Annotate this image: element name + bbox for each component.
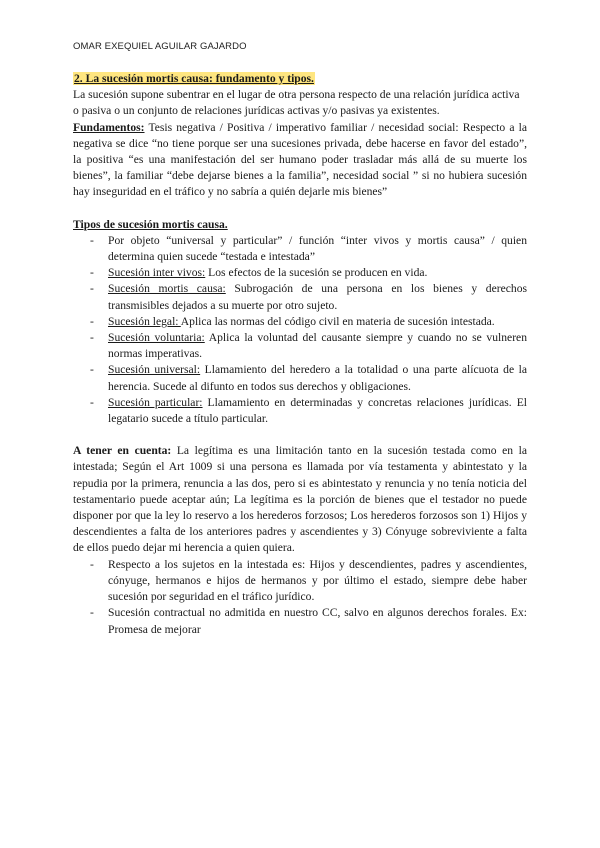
list-item-text: Por objeto “universal y particular” / función “inter vivos y mortis causa” / quien determina quien sucede “testada e intestada” (108, 233, 527, 264)
bullet-dash: - (90, 282, 94, 296)
list-item-text: Llamamiento del heredero a la totalidad o una parte alícuota de la herencia. Sucede al difunto en todos sus derechos y obligaciones. (108, 363, 527, 393)
list-item-text: Subrogación de una persona en los bienes y derechos transmisibles dejados a su muerte por otro sujeto. (108, 282, 528, 312)
list-item-label: Sucesión universal: (108, 363, 201, 377)
intro-paragraph: La sucesión supone subentrar en el lugar de otra persona respecto de una relación jurídica activa o pasiva o un conjunto de relaciones jurídicas activas y/o pasivas ya existentes. (73, 88, 520, 118)
list-item (73, 233, 527, 265)
spacer (73, 201, 527, 217)
tener-en-cuenta-text: La legítima es una limitación tanto en la sucesión testada como en la intestada; Según el Art 1009 si una persona es llamada por vía testamenta y abintestato y la repudia por la primera, renuncia a las dos, pero si es abintestato y renuncia y no tenía noticia del testamentario puede aceptar aún; La legítima es la porción de bienes que el testador no puede disponer por que la ley lo reservo a los herederos forzosos; Los herederos forzosos son 1) Hijos y descendientes a falta de los anteriores padres y ascendientes y 3) Cónyuge sobreviviente a falta de ellos puedo dejar mi herencia a quien quiera. (73, 444, 527, 555)
bullet-dash: - (90, 314, 94, 328)
section-title-line (73, 71, 527, 87)
list-item-label: Sucesión inter vivos: (108, 266, 206, 280)
list-item-text: Respecto a los sujetos en la intestada es: Hijos y descendientes, padres y ascendientes, cónyuge, hermanos e hijos de hermanos y por último el estado, siempre debe haber sucesión por seguridad en el tráfico jurídico. (108, 557, 527, 604)
list-item (73, 265, 527, 281)
bullet-dash: - (90, 395, 94, 409)
list-item-text: Aplica las normas del código civil en materia de sucesión intestada. (180, 314, 495, 328)
notes-list (73, 557, 527, 638)
list-item-label: Sucesión voluntaria: (108, 331, 205, 345)
section-title: 2. La sucesión mortis causa: fundamento y tipos. (74, 72, 314, 85)
tipos-heading-line (73, 217, 527, 233)
spacer (73, 427, 527, 443)
fundamentos-text: Tesis negativa / Positiva / imperativo familiar / necesidad social: Respecto a la negativa se dice “no tiene porque ser una sucesiones privada, debe hacerse en favor del estado”, la positiva “es una manifestación del ser humano poder trasladar más allá de su muerte los bienes”, la familiar “debe dejarse bienes a la familia”, necesidad social ” si no hubiera sucesión hay inseguridad en el tráfico y no sabría a quién dejarle mis bienes” (73, 120, 527, 199)
fundamentos-label: Fundamentos: (73, 120, 145, 134)
list-item (73, 557, 527, 606)
list-item (73, 395, 527, 427)
list-item-text: Llamamiento en determinadas y concretas relaciones jurídicas. El legatario sucede a título particular. (108, 395, 527, 426)
author-header: OMAR EXEQUIEL AGUILAR GAJARDO (73, 41, 247, 52)
bullet-dash: - (90, 363, 94, 377)
list-item-label: Sucesión legal: (108, 314, 181, 328)
tener-en-cuenta-paragraph (73, 443, 527, 556)
list-item (73, 314, 527, 330)
list-item-text: Sucesión contractual no admitida en nuestro CC, salvo en algunos derechos forales. Ex: Promesa de mejorar (108, 606, 527, 636)
list-item-label: Sucesión mortis causa: (108, 282, 226, 296)
bullet-dash: - (90, 233, 94, 247)
bullet-dash: - (90, 606, 94, 620)
document-body (73, 71, 527, 638)
bullet-dash: - (90, 331, 94, 345)
list-item (73, 362, 527, 394)
bullet-dash: - (90, 557, 94, 571)
tipos-list (73, 233, 527, 427)
list-item-text: Aplica la voluntad del causante siempre y cuando no se vulneren normas imperativas. (108, 331, 527, 361)
fundamentos-paragraph (73, 120, 527, 201)
list-item-text: Los efectos de la sucesión se producen en vida. (205, 266, 428, 280)
list-item-label: Sucesión particular: (108, 395, 203, 409)
tener-en-cuenta-label: A tener en cuenta: (73, 444, 172, 458)
list-item (73, 330, 527, 362)
list-item (73, 605, 527, 637)
list-item (73, 281, 527, 313)
tipos-heading: Tipos de sucesión mortis causa. (73, 217, 228, 231)
bullet-dash: - (90, 266, 94, 280)
